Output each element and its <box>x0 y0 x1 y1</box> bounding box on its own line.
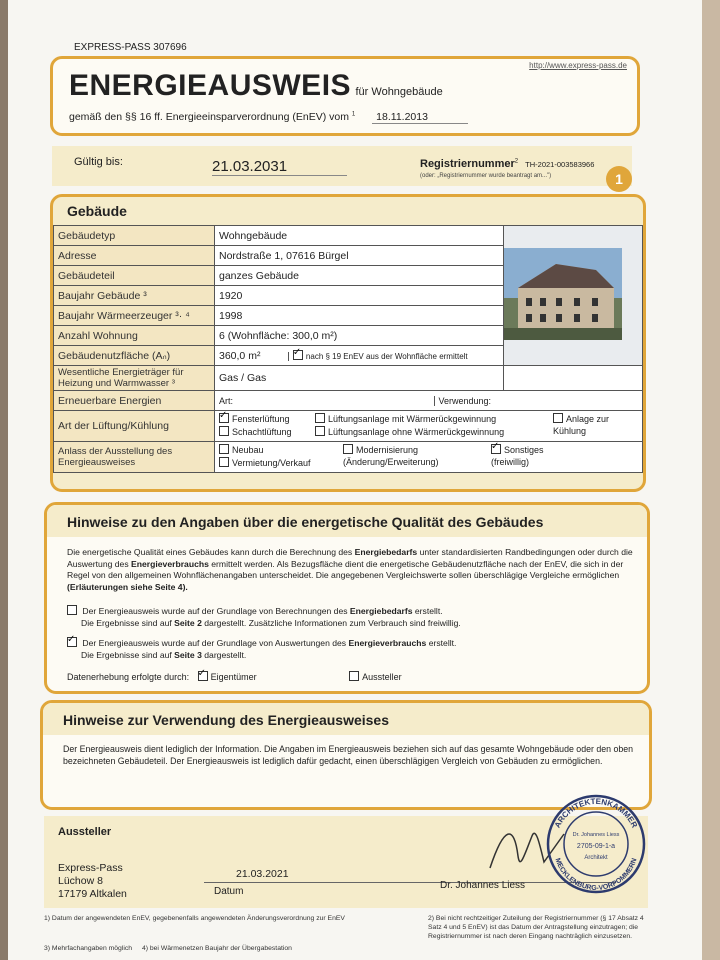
svg-text:MECKLENBURG-VORPOMMERN <box>553 857 638 892</box>
verbrauch-text-1: Der Energieausweis wurde auf der Grundlage von Auswertungen des <box>82 638 347 648</box>
table-row <box>54 411 643 442</box>
quality-text-1: Die energetische Qualität eines Gebäudes kann durch die Berechnung des <box>67 547 353 557</box>
quality-text-bold-1: Energiebedarfs <box>354 547 418 557</box>
row-value: 1920 <box>215 286 504 306</box>
header-box <box>50 56 640 136</box>
row-label: Anzahl Wohnung <box>54 326 215 346</box>
lueftung-ohne-wrg-label: Lüftungsanlage ohne Wärmerückgewinnung <box>328 427 505 437</box>
verwendung-label: Verwendung: <box>434 396 492 406</box>
schachtlueftung-label: Schachtlüftung <box>232 427 292 437</box>
stamp-role: Architekt <box>584 855 608 861</box>
valid-until-date: 21.03.2031 <box>212 158 347 176</box>
issuer-section <box>44 796 648 908</box>
row-label: Adresse <box>54 246 215 266</box>
verbrauch-page: Seite 3 <box>174 649 202 660</box>
issuer-title: Aussteller <box>58 826 112 838</box>
sonstiges-label: Sonstiges (freiwillig) <box>491 445 544 467</box>
building-photo <box>504 226 643 366</box>
modernisierung-label: Modernisierung (Änderung/Erweiterung) <box>343 445 439 467</box>
footnote-4: 4) bei Wärmenetzen Baujahr der Übergabestation <box>141 945 292 952</box>
footnote-3: 3) Mehrfachangaben möglich <box>44 945 133 952</box>
row-label: Baujahr Gebäude ³ <box>54 286 215 306</box>
validity-strip <box>52 146 632 186</box>
verbrauch-checkbox[interactable] <box>67 637 77 647</box>
building-image <box>504 248 622 340</box>
aussteller-option-label: Aussteller <box>362 672 402 682</box>
vermietung-checkbox[interactable] <box>219 457 229 467</box>
table-row <box>54 442 643 473</box>
row-value: 1998 <box>215 306 504 326</box>
subtitle-footnote-ref: 1 <box>351 111 356 118</box>
usage-notes-text: Der Energieausweis dient lediglich der Information. Die Angaben im Energieausweis beziehen sich auf das gesamte Wohngebäude oder den oben bezeichneten Gebäudeteil. Der Energieausweis ist lediglich dafür gedacht, einen überschlägigen Vergleich von Gebäuden zu ermöglichen. <box>63 744 634 766</box>
table-row <box>54 226 643 246</box>
verbrauch-text-4: dargestellt. <box>204 649 247 660</box>
document-title: ENERGIEAUSWEIS <box>69 69 352 102</box>
modernisierung-checkbox[interactable] <box>343 444 353 454</box>
neubau-checkbox[interactable] <box>219 444 229 454</box>
date-label: Datum <box>214 886 244 897</box>
registration-number: TH-2021-003583966 <box>525 160 595 169</box>
architect-stamp <box>544 792 648 896</box>
table-row <box>54 366 643 391</box>
nutzflaeche-checkbox[interactable] <box>293 350 303 360</box>
row-value: ganzes Gebäude <box>215 266 504 286</box>
kuehlung-label: Anlage zur Kühlung <box>553 414 610 436</box>
verbrauch-text-3: Die Ergebnisse sind auf <box>81 649 172 660</box>
background-edge <box>702 0 720 960</box>
art-label: Art: <box>219 395 234 406</box>
registration-footnote-ref: 2 <box>514 158 519 165</box>
bedarf-text-bold: Energiebedarfs <box>349 606 413 616</box>
nutzflaeche-cell <box>215 346 504 366</box>
anlass-label: Anlass der Ausstellung des Energieausweises <box>54 442 215 473</box>
nutzflaeche-note: nach § 19 EnEV aus der Wohnfläche ermittelt <box>305 351 468 361</box>
neubau-label: Neubau <box>232 445 264 455</box>
nutzflaeche-label: Gebäudenutzfläche (Aₙ) <box>54 346 215 366</box>
lueftung-mit-wrg-checkbox[interactable] <box>315 413 325 423</box>
energietraeger-label: Wesentliche Energieträger für Heizung und Warmwasser ³ <box>54 366 215 391</box>
issue-date: 21.03.2021 <box>236 868 289 880</box>
bedarf-text-3: Die Ergebnisse sind auf <box>81 617 172 628</box>
bedarf-checkbox[interactable] <box>67 605 77 615</box>
footnote-2: 2) Bei nicht rechtzeitiger Zuteilung der Registriernummer (§ 17 Absatz 4 Satz 4 und 5 EnEV) ist das Datum der Antragstellung einzutragen; die Registriernummer ist nach deren Eingang nachträglich einzusetzen. <box>428 915 644 940</box>
aussteller-checkbox[interactable] <box>349 671 359 681</box>
erneuerbar-label: Erneuerbare Energien <box>54 391 215 411</box>
bedarf-text-1: Der Energieausweis wurde auf der Grundlage von Berechnungen des <box>82 606 348 616</box>
eigentuemer-checkbox[interactable] <box>198 671 208 681</box>
issuer-name: Express-Pass <box>58 862 123 874</box>
registration-note: (oder: „Registriernummer wurde beantragt am...") <box>420 173 552 179</box>
usage-notes-title: Hinweise zur Verwendung des Energieausweises <box>63 712 390 728</box>
bedarf-page: Seite 2 <box>174 617 202 628</box>
fensterlueftung-checkbox[interactable] <box>219 413 229 423</box>
row-value: Wohngebäude <box>215 226 504 246</box>
verbrauch-text-bold: Energieverbrauchs <box>348 638 427 648</box>
row-label: Gebäudetyp <box>54 226 215 246</box>
building-section <box>50 194 646 492</box>
quality-notes-section <box>44 502 650 694</box>
row-value: Nordstraße 1, 07616 Bürgel <box>215 246 504 266</box>
enev-date: 18.11.2013 <box>372 111 468 124</box>
kuehlung-checkbox[interactable] <box>553 413 563 423</box>
row-label: Gebäudeteil <box>54 266 215 286</box>
building-section-title: Gebäude <box>67 203 127 219</box>
fensterlueftung-label: Fensterlüftung <box>232 414 290 424</box>
quality-notes-title: Hinweise zu den Angaben über die energetische Qualität des Gebäudes <box>67 514 544 530</box>
datenerhebung-label: Datenerhebung erfolgte durch: <box>67 672 190 682</box>
quality-text-2: unter standardisierten Randbedingungen oder durch die Auswertung des <box>67 547 633 569</box>
stamp-number: 2705-09-1-a <box>576 843 616 850</box>
verbrauch-text-2: erstellt. <box>428 638 457 648</box>
document-subtitle: gemäß den §§ 16 ff. Energieeinsparverordnung (EnEV) vom <box>69 111 349 123</box>
building-table <box>53 225 643 473</box>
quality-text-bold-3: (Erläuterungen siehe Seite 4). <box>67 581 188 592</box>
stamp-name: Dr. Johannes Liess <box>572 832 620 838</box>
document-title-suffix: für Wohngebäude <box>355 86 443 98</box>
stamp-bottom-text: MECKLENBURG-VORPOMMERN <box>553 857 639 893</box>
row-value: 6 (Wohnfläche: 300,0 m²) <box>215 326 504 346</box>
valid-until-label: Gültig bis: <box>74 156 123 168</box>
footnote-1: 1) Datum der angewendeten EnEV, gegebenenfalls angewendeten Änderungsverordnung zur EnEV <box>44 915 345 922</box>
schachtlueftung-checkbox[interactable] <box>219 426 229 436</box>
source-url[interactable]: http://www.express-pass.de <box>529 61 627 70</box>
page-number-badge: 1 <box>606 166 632 192</box>
eigentuemer-label: Eigentümer <box>210 672 257 682</box>
pass-id: EXPRESS-PASS 307696 <box>74 42 187 53</box>
row-label: Baujahr Wärmeerzeuger ³· ⁴ <box>54 306 215 326</box>
nutzflaeche-value: 360,0 m² <box>219 349 261 362</box>
svg-text:ARCHITEKTENKAMMER <box>553 797 639 830</box>
lueftung-mit-wrg-label: Lüftungsanlage mit Wärmerückgewinnung <box>328 414 497 424</box>
signer-name: Dr. Johannes Liess <box>440 880 526 891</box>
table-row <box>54 391 643 411</box>
issuer-city: 17179 Altkalen <box>58 888 127 900</box>
quality-text-3: ermittelt werden. Als Bezugsfläche dient die energetische Gebäudenutzfläche nach der EnEV, die sich in der Regel von den allgemeinen Wohnflächenangaben unterscheidet. Die angegebenen Vergleichswerte sollen überschlägige Vergleiche ermöglichen <box>67 558 624 580</box>
stamp-top-text: ARCHITEKTENKAMMER <box>552 796 640 830</box>
vermietung-label: Vermietung/Verkauf <box>232 458 311 468</box>
bedarf-text-4: dargestellt. Zusätzliche Informationen zum Verbrauch sind freiwillig. <box>204 617 461 628</box>
bedarf-text-2: erstellt. <box>414 606 443 616</box>
issuer-street: Lüchow 8 <box>58 875 103 887</box>
sonstiges-checkbox[interactable] <box>491 444 501 454</box>
energietraeger-value: Gas / Gas <box>215 366 504 391</box>
quality-text-bold-2: Energieverbrauchs <box>131 558 209 569</box>
lueftung-label: Art der Lüftung/Kühlung <box>54 411 215 442</box>
lueftung-ohne-wrg-checkbox[interactable] <box>315 426 325 436</box>
registration-label: Registriernummer <box>420 158 515 170</box>
document-page <box>8 0 708 960</box>
